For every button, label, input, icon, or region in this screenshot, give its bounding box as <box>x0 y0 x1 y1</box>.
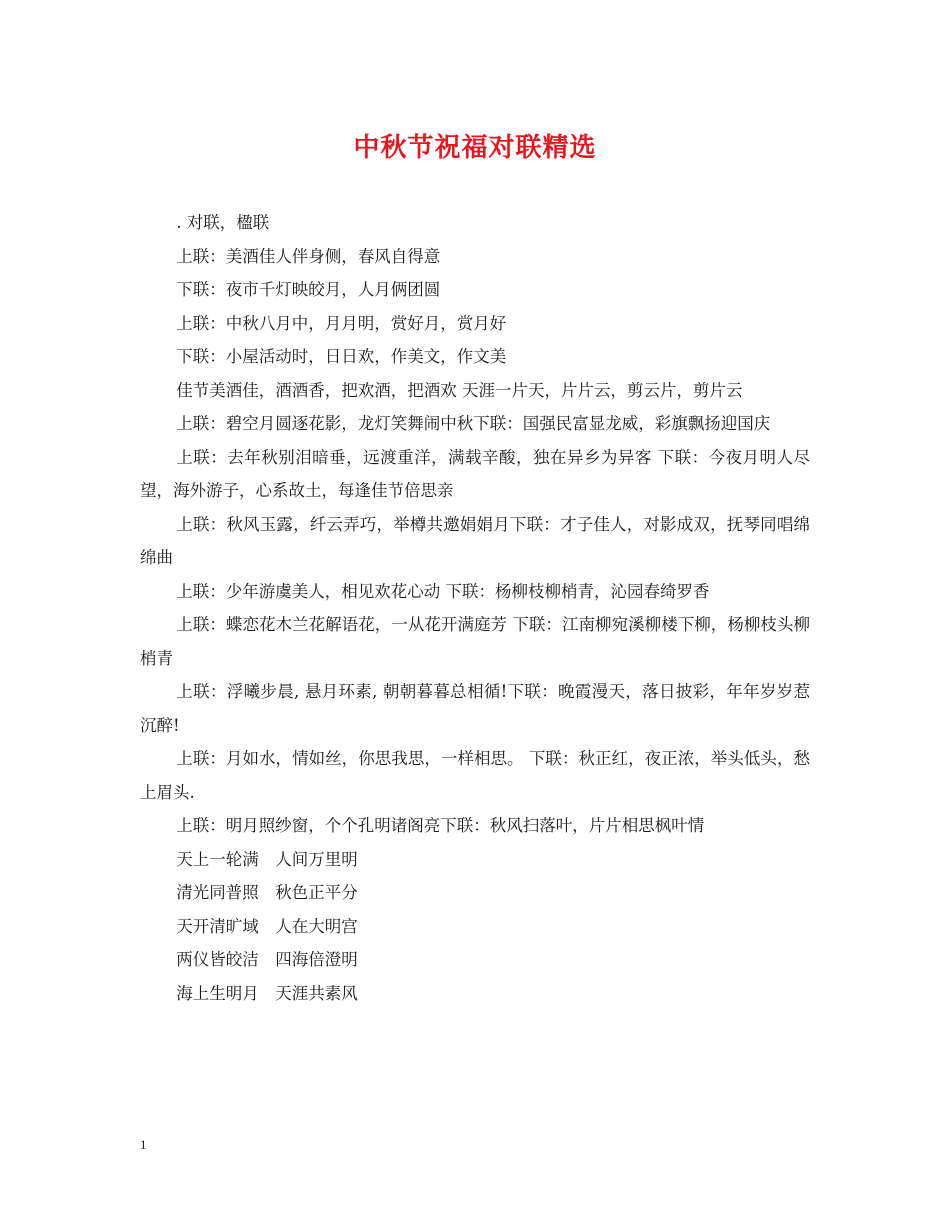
paragraph: 上联：少年游虞美人，相见欢花心动 下联：杨柳枝柳梢青，沁园春绮罗香 <box>176 581 710 601</box>
document-title: 中秋节祝福对联精选 <box>353 133 597 163</box>
paragraph: 天上一轮满 人间万里明 <box>176 849 358 869</box>
paragraph: 上联：明月照纱窗，个个孔明诸阁亮下联：秋风扫落叶，片片相思枫叶情 <box>176 816 705 835</box>
paragraph: 天开清旷域 人在大明宫 <box>176 916 358 936</box>
paragraph: . 对联，楹联 <box>176 213 270 232</box>
document-body <box>140 206 810 1010</box>
paragraph: 下联：小屋活动时，日日欢，作美文，作文美 <box>176 347 507 366</box>
paragraph: 上联：碧空月圆逐花影，龙灯笑舞闹中秋下联：国强民富显龙威，彩旗飘扬迎国庆 <box>176 414 771 433</box>
paragraph: 上联：美酒佳人伴身侧，春风自得意 <box>176 246 441 266</box>
paragraph: 下联：夜市千灯映皎月，人月俩团圆 <box>176 280 441 299</box>
paragraph: 上联：秋风玉露，纤云弄巧，举樽共邀娟娟月下联：才子佳人，对影成双，抚琴同唱绵绵曲 <box>140 514 810 567</box>
paragraph: 上联：蝶恋花木兰花解语花，一从花开满庭芳 下联：江南柳宛溪柳楼下柳，杨柳枝头柳梢青 <box>140 615 810 668</box>
paragraph: 两仪皆皎洁 四海倍澄明 <box>176 950 358 969</box>
paragraph: 上联：浮曦步晨, 悬月环素, 朝朝暮暮总相循!下联：晚霞漫天，落日披彩，年年岁岁惹沉醉! <box>140 682 810 735</box>
paragraph: 上联：去年秋别泪暗垂，远渡重洋，满载辛酸，独在异乡为异客 下联：今夜月明人尽望，海外游子，心系故土，每逢佳节倍思亲 <box>140 447 810 500</box>
paragraph: 海上生明月 天涯共素风 <box>176 983 358 1003</box>
paragraph: 清光同普照 秋色正平分 <box>176 883 358 902</box>
paragraph: 佳节美酒佳，酒酒香，把欢酒，把酒欢 天涯一片天，片片云，剪云片，剪片云 <box>176 380 743 400</box>
page-number: 1 <box>140 1137 147 1152</box>
paragraph: 上联：月如水，情如丝，你思我思，一样相思。 下联：秋正红，夜正浓，举头低头，愁上眉头. <box>140 749 810 802</box>
paragraph: 上联：中秋八月中，月月明，赏好月，赏月好 <box>176 313 507 333</box>
